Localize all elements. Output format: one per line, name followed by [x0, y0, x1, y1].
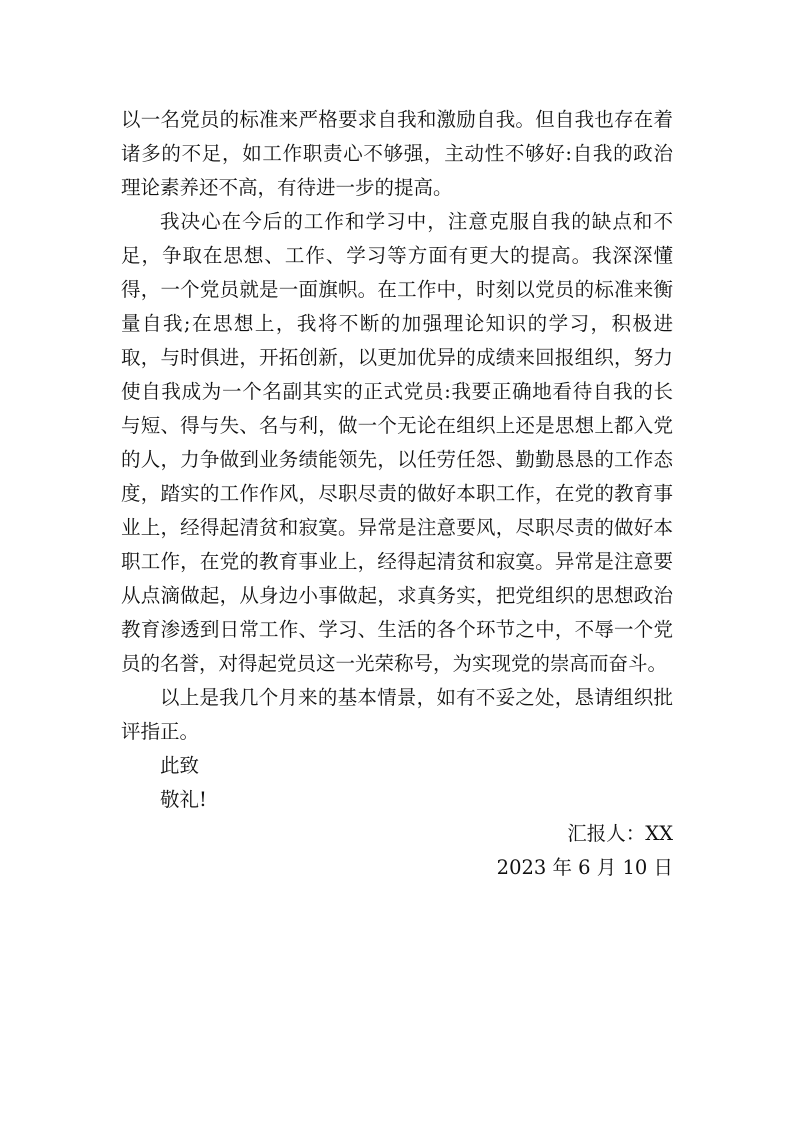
signature-reporter: 汇报人：XX	[567, 822, 673, 845]
closing-salutation: 此致	[160, 754, 200, 777]
signature-date: 2023 年 6 月 10 日	[496, 856, 673, 879]
document-page	[121, 103, 673, 885]
paragraph-resolution: 我决心在今后的工作和学习中，注意克服自我的缺点和不足，争取在思想、工作、学习等方面有更大的提高。我深深懂得，一个党员就是一面旗帜。在工作中，时刻以党员的标准来衡量自我;在思想上，我将不断的加强理论知识的学习，积极进取，与时俱进，开拓创新，以更加优异的成绩来回报组织，努力使自我成为一个名副其实的正式党员:我要正确地看待自我的长与短、得与失、名与利，做一个无论在组织上还是思想上都入党的人，力争做到业务绩能领先，以任劳任怨、勤勤恳恳的工作态度，踏实的工作作风，尽职尽责的做好本职工作，在党的教育事业上，经得起清贫和寂寞。异常是注意要风，尽职尽责的做好本职工作，在党的教育事业上，经得起清贫和寂寞。异常是注意要从点滴做起，从身边小事做起，求真务实，把党组织的思想政治教育渗透到日常工作、学习、生活的各个环节之中，不辱一个党员的名誉，对得起党员这一光荣称号，为实现党的崇高而奋斗。	[121, 210, 673, 675]
closing-regards: 敬礼!	[160, 788, 207, 811]
paragraph-continuation: 以一名党员的标准来严格要求自我和激励自我。但自我也存在着诸多的不足，如工作职责心不够强，主动性不够好:自我的政治理论素养还不高，有待进一步的提高。	[121, 108, 673, 199]
paragraph-summary: 以上是我几个月来的基本情景，如有不妥之处，恳请组织批评指正。	[121, 686, 673, 743]
